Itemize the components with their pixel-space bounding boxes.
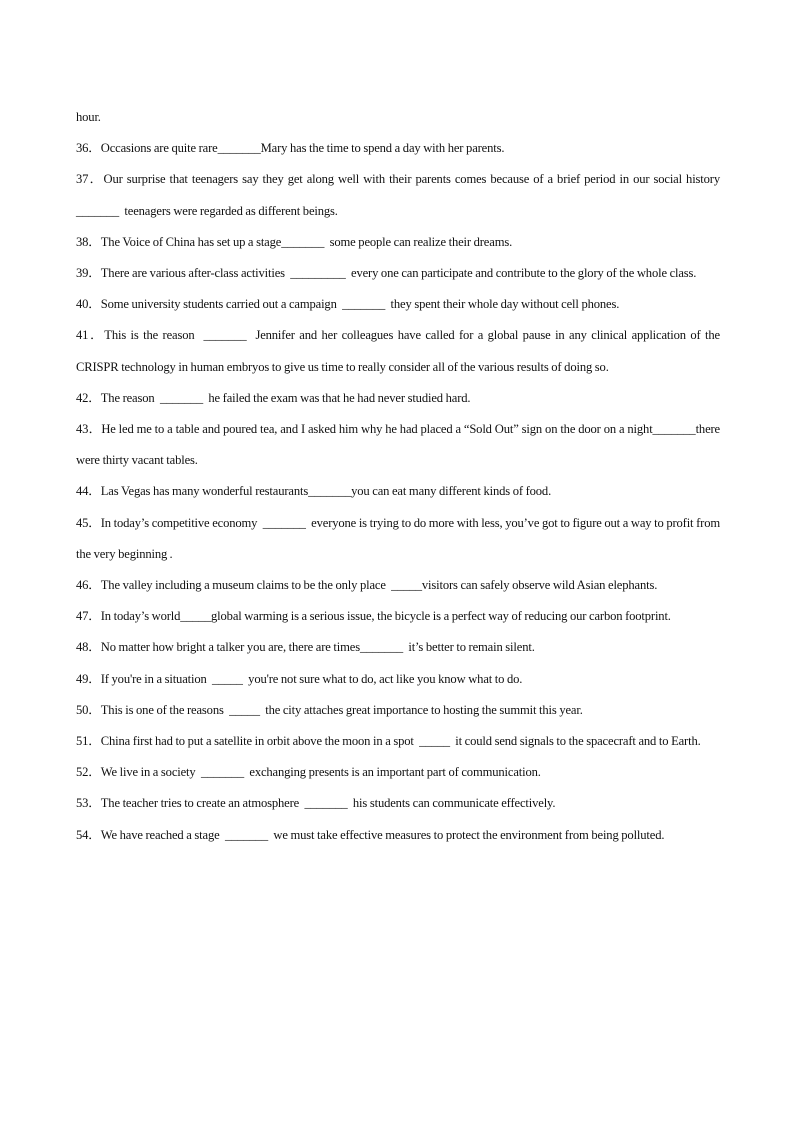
question-number: 49． <box>76 671 101 686</box>
question-42 <box>76 383 720 414</box>
question-text: Some university students carried out a campaign _______ they spent their whole day without cell phones. <box>100 297 620 312</box>
question-text: Occasions are quite rare_______Mary has the time to spend a day with her parents. <box>100 141 505 156</box>
question-text: The teacher tries to create an atmosphere _______ his students can communicate effectively. <box>100 796 556 811</box>
question-text: In today’s competitive economy _______ everyone is trying to do more with less, you’ve got to figure out a way to profit from the very beginning . <box>76 515 723 561</box>
question-text: He led me to a table and poured tea, and I asked him why he had placed a “Sold Out” sign on the door on a night_______there were thirty vacant tables. <box>76 422 723 468</box>
question-text: This is one of the reasons _____ the city attaches great importance to hosting the summit this year. <box>100 702 583 717</box>
question-text: There are various after-class activities _________ every one can participate and contribute to the glory of the whole class. <box>100 266 697 281</box>
question-number: 37． <box>76 172 104 187</box>
question-number: 41． <box>76 328 105 343</box>
question-38 <box>76 227 720 258</box>
question-50 <box>76 695 720 726</box>
question-number: 43． <box>76 422 102 437</box>
continued-line <box>76 102 720 133</box>
question-text: If you're in a situation _____ you're not sure what to do, act like you know what to do. <box>100 671 523 686</box>
question-39 <box>76 258 720 289</box>
question-number: 52． <box>76 765 101 780</box>
question-51 <box>76 726 720 757</box>
question-number: 46． <box>76 578 101 593</box>
question-text: hour. <box>76 110 101 124</box>
question-40 <box>76 289 720 320</box>
question-45 <box>76 508 723 570</box>
question-text: The reason _______ he failed the exam was that he had never studied hard. <box>100 390 471 405</box>
question-number: 45． <box>76 515 101 530</box>
question-text: No matter how bright a talker you are, there are times_______ it’s better to remain silent. <box>100 640 535 655</box>
question-text: The Voice of China has set up a stage_______ some people can realize their dreams. <box>100 234 513 249</box>
question-53 <box>76 788 720 819</box>
question-43 <box>76 414 723 476</box>
question-54 <box>76 820 720 851</box>
question-37 <box>76 164 726 226</box>
question-number: 40． <box>76 297 101 312</box>
question-number: 44． <box>76 484 101 499</box>
question-46 <box>76 570 720 601</box>
question-number: 36． <box>76 141 101 156</box>
question-number: 38． <box>76 234 101 249</box>
question-text: This is the reason _______ Jennifer and her colleagues have called for a global pause in any clinical application of the CRISPR technology in human embryos to give us time to really consider all of the various results of doing so. <box>76 328 723 374</box>
question-47 <box>76 601 720 632</box>
question-number: 48． <box>76 640 101 655</box>
question-number: 50． <box>76 702 101 717</box>
question-text: China first had to put a satellite in orbit above the moon in a spot _____ it could send signals to the spacecraft and to Earth. <box>100 734 701 749</box>
question-text: In today’s world_____global warming is a serious issue, the bicycle is a perfect way of reducing our carbon footprint. <box>100 609 671 624</box>
question-41 <box>76 320 723 382</box>
question-48 <box>76 632 720 663</box>
question-text: Las Vegas has many wonderful restaurants_______you can eat many different kinds of food. <box>100 484 552 499</box>
question-44 <box>76 476 720 507</box>
question-text: We have reached a stage _______ we must take effective measures to protect the environment from being polluted. <box>100 827 665 842</box>
question-number: 42． <box>76 390 101 405</box>
question-number: 53． <box>76 796 101 811</box>
question-number: 47． <box>76 609 101 624</box>
question-number: 54． <box>76 827 101 842</box>
question-number: 39． <box>76 266 101 281</box>
question-36 <box>76 133 720 164</box>
question-number: 51． <box>76 734 101 749</box>
question-49 <box>76 664 720 695</box>
exercise-list <box>76 102 726 851</box>
question-52 <box>76 757 720 788</box>
question-text: We live in a society _______ exchanging presents is an important part of communication. <box>100 765 541 780</box>
question-text: The valley including a museum claims to be the only place _____visitors can safely observe wild Asian elephants. <box>100 578 658 593</box>
question-text: Our surprise that teenagers say they get along well with their parents comes because of a brief period in our social history _______ teenagers were regarded as different beings. <box>76 172 726 218</box>
